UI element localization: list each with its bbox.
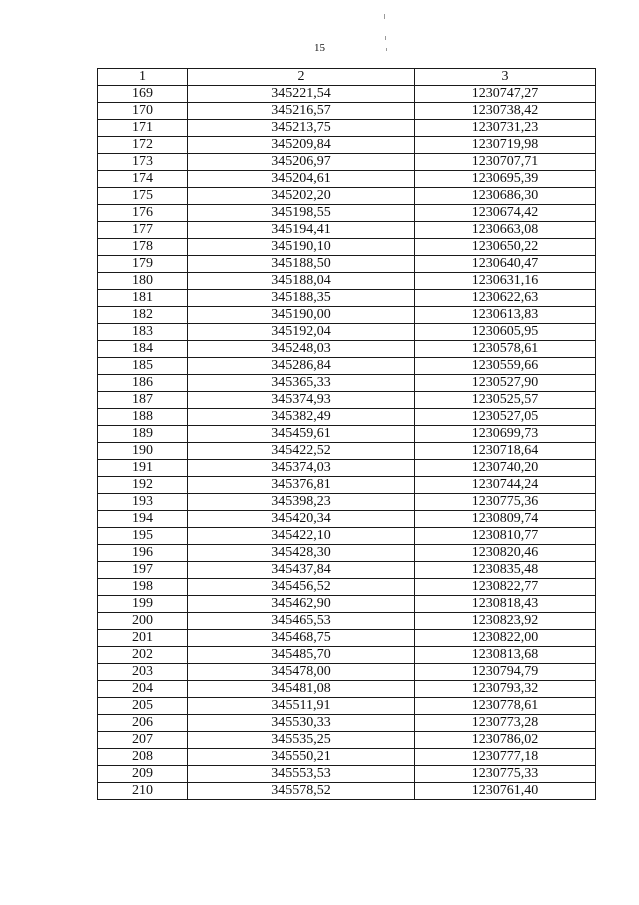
cell-point-number: 209 <box>98 766 188 783</box>
table-row <box>98 766 596 783</box>
table-row <box>98 120 596 137</box>
cell-y-coordinate: 1230813,68 <box>415 647 596 664</box>
cell-y-coordinate: 1230640,47 <box>415 256 596 273</box>
table-row <box>98 494 596 511</box>
table-row <box>98 443 596 460</box>
cell-x-coordinate: 345365,33 <box>188 375 415 392</box>
table-row <box>98 307 596 324</box>
cell-y-coordinate: 1230718,64 <box>415 443 596 460</box>
cell-x-coordinate: 345221,54 <box>188 86 415 103</box>
cell-y-coordinate: 1230527,05 <box>415 409 596 426</box>
cell-x-coordinate: 345286,84 <box>188 358 415 375</box>
cell-x-coordinate: 345204,61 <box>188 171 415 188</box>
cell-point-number: 188 <box>98 409 188 426</box>
table-row <box>98 783 596 800</box>
table-row <box>98 698 596 715</box>
table-row <box>98 256 596 273</box>
cell-y-coordinate: 1230578,61 <box>415 341 596 358</box>
cell-y-coordinate: 1230777,18 <box>415 749 596 766</box>
cell-x-coordinate: 345188,35 <box>188 290 415 307</box>
cell-point-number: 195 <box>98 528 188 545</box>
table-row <box>98 630 596 647</box>
cell-x-coordinate: 345465,53 <box>188 613 415 630</box>
cell-x-coordinate: 345376,81 <box>188 477 415 494</box>
cell-y-coordinate: 1230738,42 <box>415 103 596 120</box>
table-row <box>98 562 596 579</box>
cell-y-coordinate: 1230809,74 <box>415 511 596 528</box>
cell-point-number: 186 <box>98 375 188 392</box>
cell-y-coordinate: 1230605,95 <box>415 324 596 341</box>
cell-point-number: 197 <box>98 562 188 579</box>
cell-y-coordinate: 1230786,02 <box>415 732 596 749</box>
cell-y-coordinate: 1230613,83 <box>415 307 596 324</box>
table-row <box>98 341 596 358</box>
cell-x-coordinate: 345422,10 <box>188 528 415 545</box>
cell-x-coordinate: 345481,08 <box>188 681 415 698</box>
cell-x-coordinate: 345188,50 <box>188 256 415 273</box>
cell-point-number: 194 <box>98 511 188 528</box>
cell-y-coordinate: 1230775,33 <box>415 766 596 783</box>
cell-x-coordinate: 345468,75 <box>188 630 415 647</box>
table-row <box>98 239 596 256</box>
cell-point-number: 174 <box>98 171 188 188</box>
cell-y-coordinate: 1230731,23 <box>415 120 596 137</box>
coordinates-table <box>97 68 596 800</box>
cell-y-coordinate: 1230631,16 <box>415 273 596 290</box>
table-row <box>98 545 596 562</box>
header-cell-y: 3 <box>415 69 596 86</box>
table-row <box>98 477 596 494</box>
table-row <box>98 647 596 664</box>
cell-x-coordinate: 345374,03 <box>188 460 415 477</box>
cell-point-number: 196 <box>98 545 188 562</box>
cell-point-number: 169 <box>98 86 188 103</box>
cell-point-number: 180 <box>98 273 188 290</box>
cell-y-coordinate: 1230695,39 <box>415 171 596 188</box>
table-row <box>98 579 596 596</box>
table-row <box>98 358 596 375</box>
cell-point-number: 191 <box>98 460 188 477</box>
table-row <box>98 460 596 477</box>
cell-x-coordinate: 345209,84 <box>188 137 415 154</box>
table-row <box>98 715 596 732</box>
table-row <box>98 222 596 239</box>
cell-point-number: 205 <box>98 698 188 715</box>
table-row <box>98 409 596 426</box>
cell-point-number: 207 <box>98 732 188 749</box>
cell-y-coordinate: 1230773,28 <box>415 715 596 732</box>
table-row <box>98 205 596 222</box>
cell-point-number: 170 <box>98 103 188 120</box>
cell-y-coordinate: 1230719,98 <box>415 137 596 154</box>
table-row <box>98 290 596 307</box>
table-body <box>98 69 596 800</box>
cell-x-coordinate: 345190,00 <box>188 307 415 324</box>
cell-x-coordinate: 345550,21 <box>188 749 415 766</box>
header-cell-x: 2 <box>188 69 415 86</box>
cell-point-number: 189 <box>98 426 188 443</box>
cell-x-coordinate: 345213,75 <box>188 120 415 137</box>
cell-x-coordinate: 345578,52 <box>188 783 415 800</box>
cell-point-number: 208 <box>98 749 188 766</box>
cell-point-number: 178 <box>98 239 188 256</box>
cell-x-coordinate: 345216,57 <box>188 103 415 120</box>
table-row <box>98 375 596 392</box>
cell-point-number: 204 <box>98 681 188 698</box>
cell-point-number: 185 <box>98 358 188 375</box>
cell-x-coordinate: 345382,49 <box>188 409 415 426</box>
table-row <box>98 137 596 154</box>
cell-point-number: 173 <box>98 154 188 171</box>
cell-point-number: 184 <box>98 341 188 358</box>
cell-x-coordinate: 345459,61 <box>188 426 415 443</box>
cell-y-coordinate: 1230527,90 <box>415 375 596 392</box>
table-row <box>98 596 596 613</box>
cell-x-coordinate: 345420,34 <box>188 511 415 528</box>
cell-point-number: 203 <box>98 664 188 681</box>
cell-point-number: 199 <box>98 596 188 613</box>
cell-x-coordinate: 345511,91 <box>188 698 415 715</box>
cell-point-number: 202 <box>98 647 188 664</box>
table-row <box>98 86 596 103</box>
cell-y-coordinate: 1230822,77 <box>415 579 596 596</box>
cell-x-coordinate: 345398,23 <box>188 494 415 511</box>
cell-point-number: 201 <box>98 630 188 647</box>
cell-x-coordinate: 345462,90 <box>188 596 415 613</box>
cell-y-coordinate: 1230622,63 <box>415 290 596 307</box>
cell-point-number: 181 <box>98 290 188 307</box>
cell-x-coordinate: 345478,00 <box>188 664 415 681</box>
cell-x-coordinate: 345194,41 <box>188 222 415 239</box>
scan-artifact <box>385 36 386 40</box>
cell-x-coordinate: 345192,04 <box>188 324 415 341</box>
cell-point-number: 183 <box>98 324 188 341</box>
cell-x-coordinate: 345530,33 <box>188 715 415 732</box>
cell-point-number: 206 <box>98 715 188 732</box>
cell-y-coordinate: 1230699,73 <box>415 426 596 443</box>
table-row <box>98 392 596 409</box>
header-cell-point: 1 <box>98 69 188 86</box>
cell-y-coordinate: 1230778,61 <box>415 698 596 715</box>
cell-y-coordinate: 1230674,42 <box>415 205 596 222</box>
cell-x-coordinate: 345456,52 <box>188 579 415 596</box>
cell-point-number: 193 <box>98 494 188 511</box>
cell-y-coordinate: 1230744,24 <box>415 477 596 494</box>
table-row <box>98 732 596 749</box>
cell-point-number: 177 <box>98 222 188 239</box>
cell-y-coordinate: 1230810,77 <box>415 528 596 545</box>
cell-y-coordinate: 1230686,30 <box>415 188 596 205</box>
cell-point-number: 179 <box>98 256 188 273</box>
cell-x-coordinate: 345535,25 <box>188 732 415 749</box>
cell-y-coordinate: 1230740,20 <box>415 460 596 477</box>
cell-x-coordinate: 345190,10 <box>188 239 415 256</box>
cell-x-coordinate: 345206,97 <box>188 154 415 171</box>
cell-y-coordinate: 1230775,36 <box>415 494 596 511</box>
cell-y-coordinate: 1230525,57 <box>415 392 596 409</box>
cell-y-coordinate: 1230747,27 <box>415 86 596 103</box>
cell-y-coordinate: 1230835,48 <box>415 562 596 579</box>
cell-point-number: 192 <box>98 477 188 494</box>
cell-y-coordinate: 1230794,79 <box>415 664 596 681</box>
table-row <box>98 103 596 120</box>
cell-y-coordinate: 1230818,43 <box>415 596 596 613</box>
table-row <box>98 154 596 171</box>
table-row <box>98 426 596 443</box>
table-row <box>98 324 596 341</box>
cell-point-number: 176 <box>98 205 188 222</box>
cell-point-number: 198 <box>98 579 188 596</box>
cell-y-coordinate: 1230707,71 <box>415 154 596 171</box>
cell-x-coordinate: 345485,70 <box>188 647 415 664</box>
table-row <box>98 528 596 545</box>
cell-x-coordinate: 345428,30 <box>188 545 415 562</box>
table-header-row <box>98 69 596 86</box>
table-row <box>98 664 596 681</box>
cell-y-coordinate: 1230559,66 <box>415 358 596 375</box>
page-number: 15 <box>314 42 325 54</box>
cell-y-coordinate: 1230650,22 <box>415 239 596 256</box>
cell-point-number: 190 <box>98 443 188 460</box>
cell-y-coordinate: 1230761,40 <box>415 783 596 800</box>
cell-x-coordinate: 345202,20 <box>188 188 415 205</box>
cell-x-coordinate: 345188,04 <box>188 273 415 290</box>
scan-artifact <box>384 14 385 19</box>
cell-y-coordinate: 1230820,46 <box>415 545 596 562</box>
cell-point-number: 172 <box>98 137 188 154</box>
table-row <box>98 273 596 290</box>
table-row <box>98 613 596 630</box>
cell-x-coordinate: 345437,84 <box>188 562 415 579</box>
cell-point-number: 182 <box>98 307 188 324</box>
cell-x-coordinate: 345374,93 <box>188 392 415 409</box>
cell-y-coordinate: 1230823,92 <box>415 613 596 630</box>
table-row <box>98 749 596 766</box>
cell-y-coordinate: 1230663,08 <box>415 222 596 239</box>
cell-point-number: 210 <box>98 783 188 800</box>
cell-x-coordinate: 345553,53 <box>188 766 415 783</box>
table-row <box>98 188 596 205</box>
cell-x-coordinate: 345248,03 <box>188 341 415 358</box>
table-row <box>98 511 596 528</box>
table-row <box>98 681 596 698</box>
cell-point-number: 175 <box>98 188 188 205</box>
cell-x-coordinate: 345198,55 <box>188 205 415 222</box>
cell-point-number: 200 <box>98 613 188 630</box>
cell-point-number: 171 <box>98 120 188 137</box>
cell-point-number: 187 <box>98 392 188 409</box>
cell-y-coordinate: 1230793,32 <box>415 681 596 698</box>
cell-y-coordinate: 1230822,00 <box>415 630 596 647</box>
cell-x-coordinate: 345422,52 <box>188 443 415 460</box>
table-row <box>98 171 596 188</box>
